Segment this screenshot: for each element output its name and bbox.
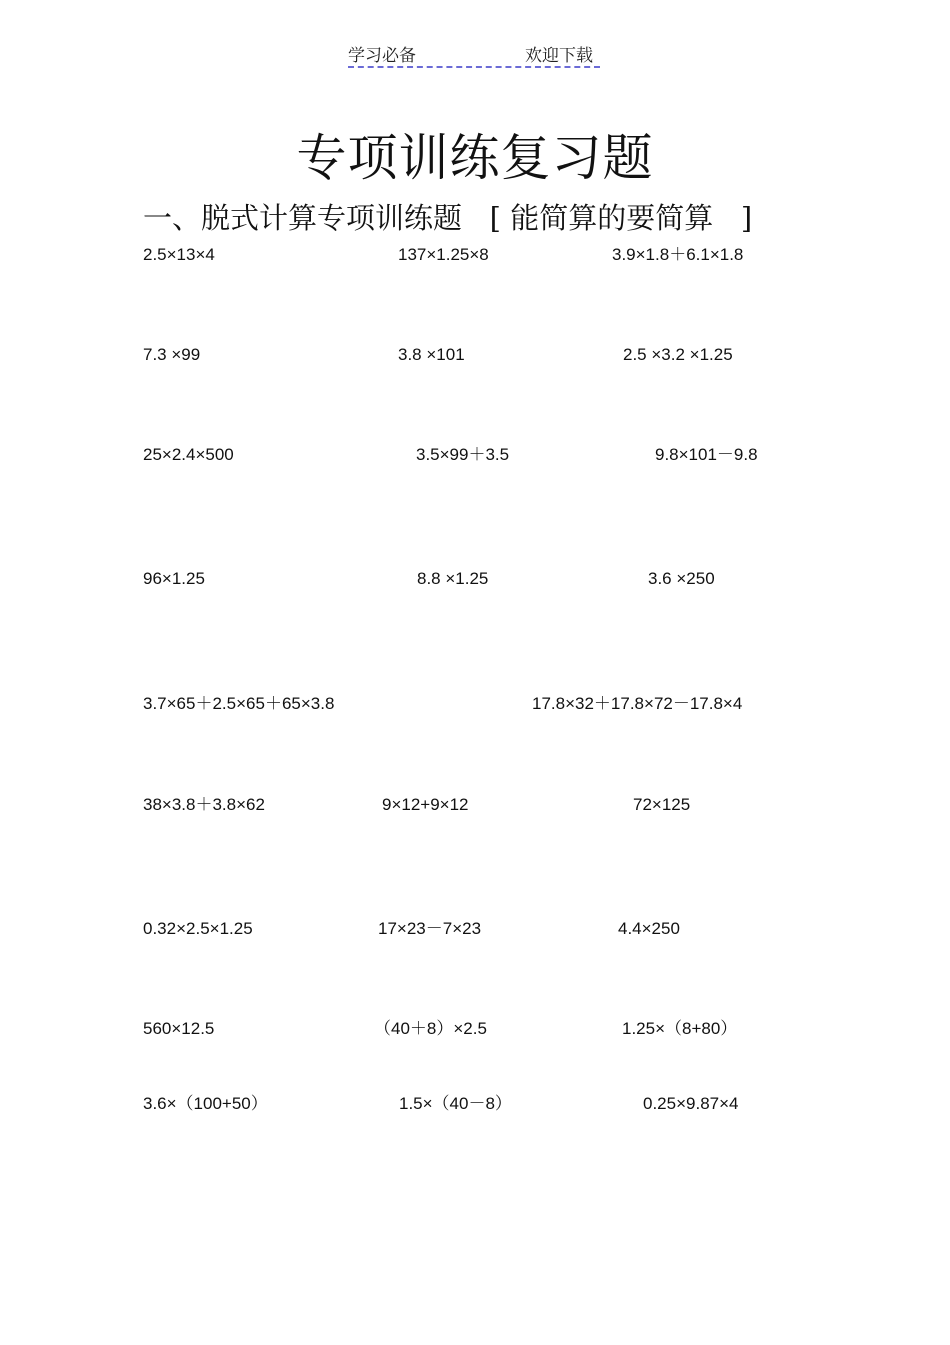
problem-item: 9.8×101－9.8	[655, 445, 758, 464]
problem-item: 17.8×32＋17.8×72－17.8×4	[532, 694, 743, 713]
problem-item: 3.5×99＋3.5	[416, 445, 510, 464]
problem-item: 72×125	[633, 795, 691, 814]
problem-item: 38×3.8＋3.8×62	[143, 795, 265, 814]
problem-item: 3.6 ×250	[648, 569, 715, 588]
section-heading: 一、脱式计算专项训练题 [ 能简算的要简算 ]	[143, 201, 753, 235]
problem-item: （40＋8）×2.5	[374, 1019, 487, 1038]
problem-item: 2.5×13×4	[143, 245, 215, 264]
problem-item: 3.6×（100+50）	[143, 1094, 268, 1113]
problem-item: 1.25×（8+80）	[622, 1019, 738, 1038]
problem-item: 1.5×（40－8）	[399, 1094, 512, 1113]
problem-item: 9×12+9×12	[382, 795, 469, 814]
problem-item: 25×2.4×500	[143, 445, 234, 464]
problem-item: 137×1.25×8	[398, 245, 489, 264]
problem-item: 0.25×9.87×4	[643, 1094, 739, 1113]
problem-item: 3.7×65＋2.5×65＋65×3.8	[143, 694, 335, 713]
problem-item: 3.8 ×101	[398, 345, 465, 364]
problem-item: 96×1.25	[143, 569, 205, 588]
page-title: 专项训练复习题	[296, 129, 654, 187]
problem-item: 8.8 ×1.25	[417, 569, 489, 588]
problem-item: 17×23－7×23	[378, 919, 482, 938]
problem-item: 560×12.5	[143, 1019, 215, 1038]
header-left-text: 学习必备	[348, 46, 416, 66]
problem-item: 7.3 ×99	[143, 345, 201, 364]
problem-item: 4.4×250	[618, 919, 680, 938]
problem-item: 3.9×1.8＋6.1×1.8	[612, 245, 744, 264]
problem-item: 2.5 ×3.2 ×1.25	[623, 345, 733, 364]
page-header	[348, 40, 600, 68]
header-right-text: 欢迎下载	[525, 46, 593, 66]
problem-item: 0.32×2.5×1.25	[143, 919, 253, 938]
